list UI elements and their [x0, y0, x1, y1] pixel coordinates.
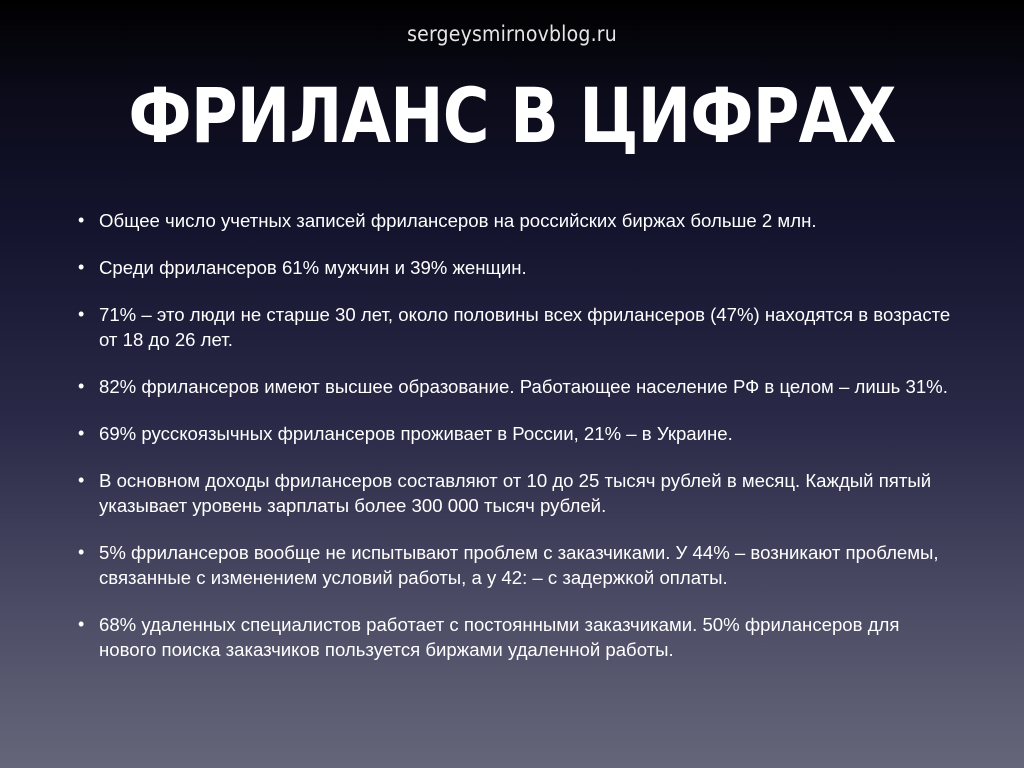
bullet-item-7 [78, 540, 958, 590]
bullet-icon: • [78, 470, 85, 490]
bullet-text: 71% – это люди не старше 30 лет, около половины всех фрилансеров (47%) находятся в возрасте от 18 до 26 лет. [99, 304, 951, 350]
bullet-text: Общее число учетных записей фрилансеров на российских биржах больше 2 млн. [99, 210, 817, 231]
bullet-text: 68% удаленных специалистов работает с постоянными заказчиками. 50% фрилансеров для нового поиска заказчиков пользуется биржами удаленной работы. [99, 614, 900, 660]
bullet-text: Среди фрилансеров 61% мужчин и 39% женщин. [99, 257, 527, 278]
bullet-text: 5% фрилансеров вообще не испытывают проблем с заказчиками. У 44% – возникают проблемы, связанные с изменением условий работы, а у 42: – с задержкой оплаты. [99, 542, 939, 588]
bullet-text: 69% русскоязычных фрилансеров проживает в России, 21% – в Украине. [99, 423, 733, 444]
bullet-icon: • [78, 304, 85, 324]
bullet-text: В основном доходы фрилансеров составляют от 10 до 25 тысяч рублей в месяц. Каждый пятый указывает уровень зарплаты более 300 000 тысяч рублей. [99, 470, 932, 516]
bullet-item-4 [78, 374, 958, 399]
bullet-icon: • [78, 542, 85, 562]
bullet-item-2 [78, 255, 958, 280]
bullet-item-1 [78, 208, 958, 233]
bullet-icon: • [78, 257, 85, 277]
bullet-item-8 [78, 612, 958, 662]
bullet-icon: • [78, 210, 85, 230]
bullet-item-3 [78, 302, 958, 352]
bullet-icon: • [78, 376, 85, 396]
bullet-text: 82% фрилансеров имеют высшее образование. Работающее население РФ в целом – лишь 31%. [99, 376, 948, 397]
bullet-icon: • [78, 423, 85, 443]
slide-title: ФРИЛАНС В ЦИФРАХ [128, 71, 896, 160]
bullet-item-6 [78, 468, 958, 518]
bullet-item-5 [78, 421, 958, 446]
site-watermark: sergeysmirnovblog.ru [407, 22, 617, 46]
bullet-list [78, 208, 958, 684]
bullet-icon: • [78, 614, 85, 634]
